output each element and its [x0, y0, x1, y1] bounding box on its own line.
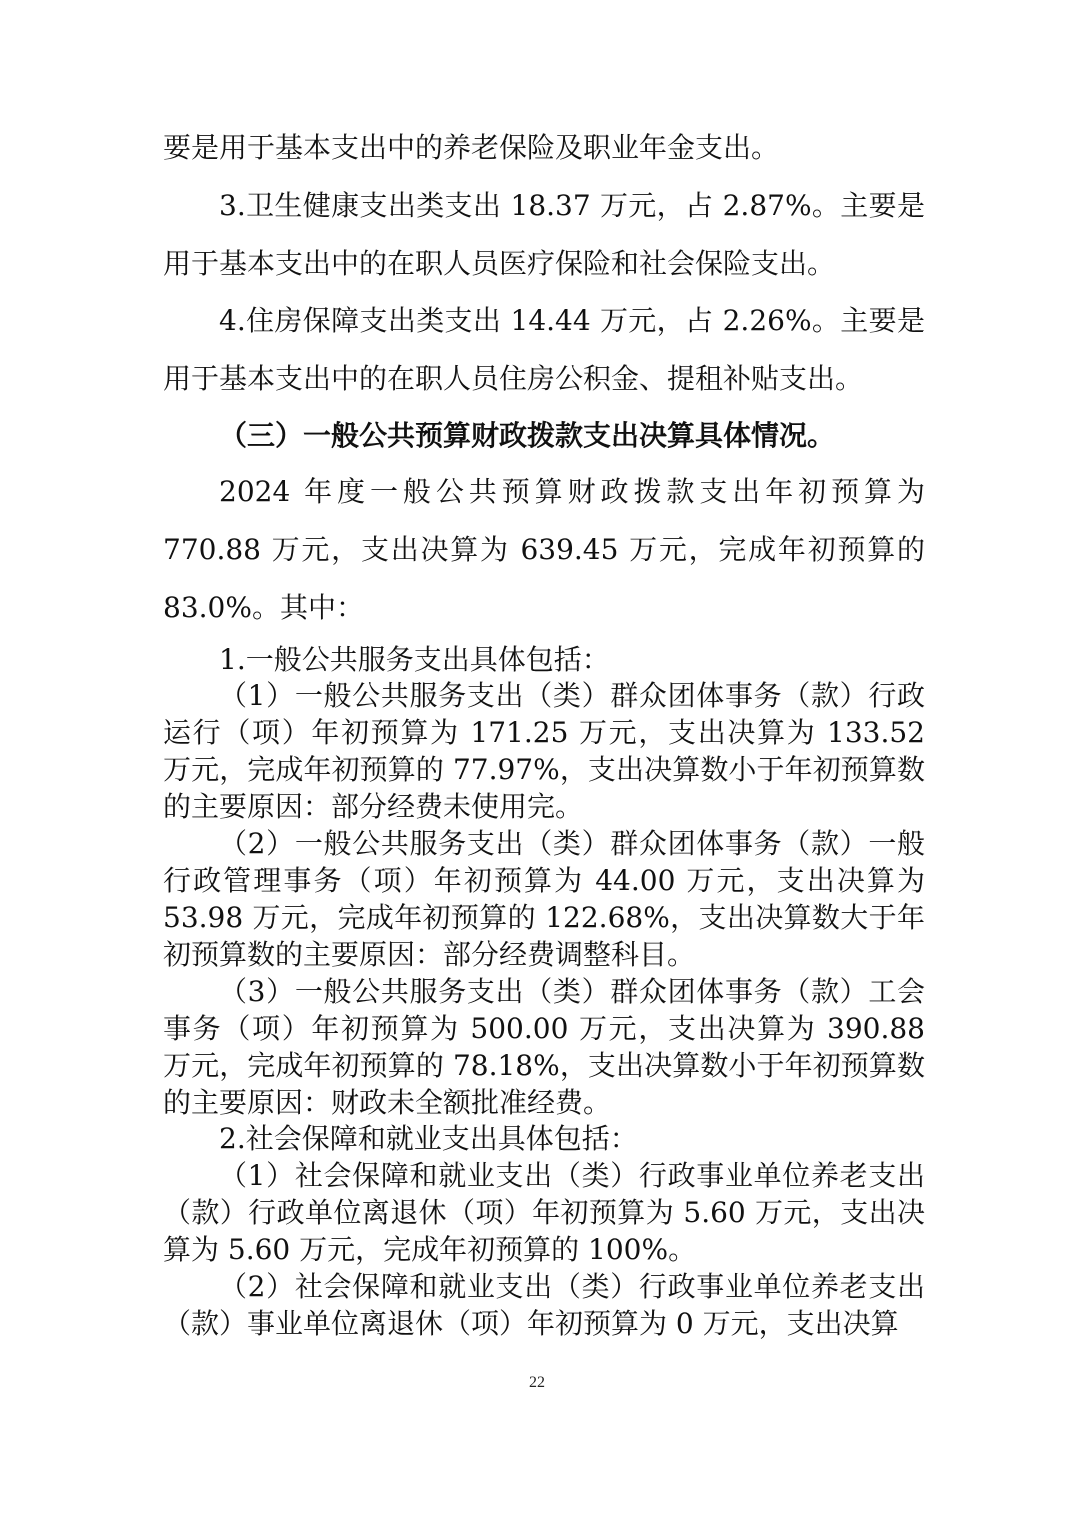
paragraph-social-security-item-1: （1）社会保障和就业支出（类）行政事业单位养老支出（款）行政单位离退休（项）年初预算为 5.60 万元，支出决算为 5.60 万元，完成年初预算的 100%。: [163, 1159, 925, 1266]
paragraph-social-security-intro: 2.社会保障和就业支出具体包括：: [219, 1122, 638, 1155]
paragraph-housing-expenditure: 4.住房保障支出类支出 14.44 万元，占 2.26%。主要是用于基本支出中的在职人员住房公积金、提租补贴支出。: [163, 304, 925, 395]
paragraph-pension-continuation: 要是用于基本支出中的养老保险及职业年金支出。: [163, 131, 780, 164]
paragraph-general-services-intro: 1.一般公共服务支出具体包括：: [219, 643, 610, 676]
paragraph-general-services-item-1: （1）一般公共服务支出（类）群众团体事务（款）行政运行（项）年初预算为 171.25 万元，支出决算为 133.52 万元，完成年初预算的 77.97%，支出决算数小于年初预算数的主要原因：部分经费未使用完。: [163, 679, 925, 823]
paragraph-budget-summary: 2024 年度一般公共预算财政拨款支出年初预算为 770.88 万元，支出决算为 639.45 万元，完成年初预算的 83.0%。其中：: [163, 475, 925, 624]
section-heading: （三）一般公共预算财政拨款支出决算具体情况。: [219, 419, 836, 452]
paragraph-social-security-item-2: （2）社会保障和就业支出（类）行政事业单位养老支出（款）事业单位离退休（项）年初预算为 0 万元，支出决算: [163, 1270, 925, 1340]
paragraph-general-services-item-3: （3）一般公共服务支出（类）群众团体事务（款）工会事务（项）年初预算为 500.00 万元，支出决算为 390.88 万元，完成年初预算的 78.18%，支出决算数小于年初预算数的主要原因：财政未全额批准经费。: [163, 975, 925, 1119]
paragraph-health-expenditure: 3.卫生健康支出类支出 18.37 万元，占 2.87%。主要是用于基本支出中的在职人员医疗保险和社会保险支出。: [163, 189, 925, 280]
page-number: 22: [529, 1374, 545, 1391]
paragraph-general-services-item-2: （2）一般公共服务支出（类）群众团体事务（款）一般行政管理事务（项）年初预算为 44.00 万元，支出决算为 53.98 万元，完成年初预算的 122.68%，支出决算数大于年初预算数的主要原因：部分经费调整科目。: [163, 827, 925, 971]
